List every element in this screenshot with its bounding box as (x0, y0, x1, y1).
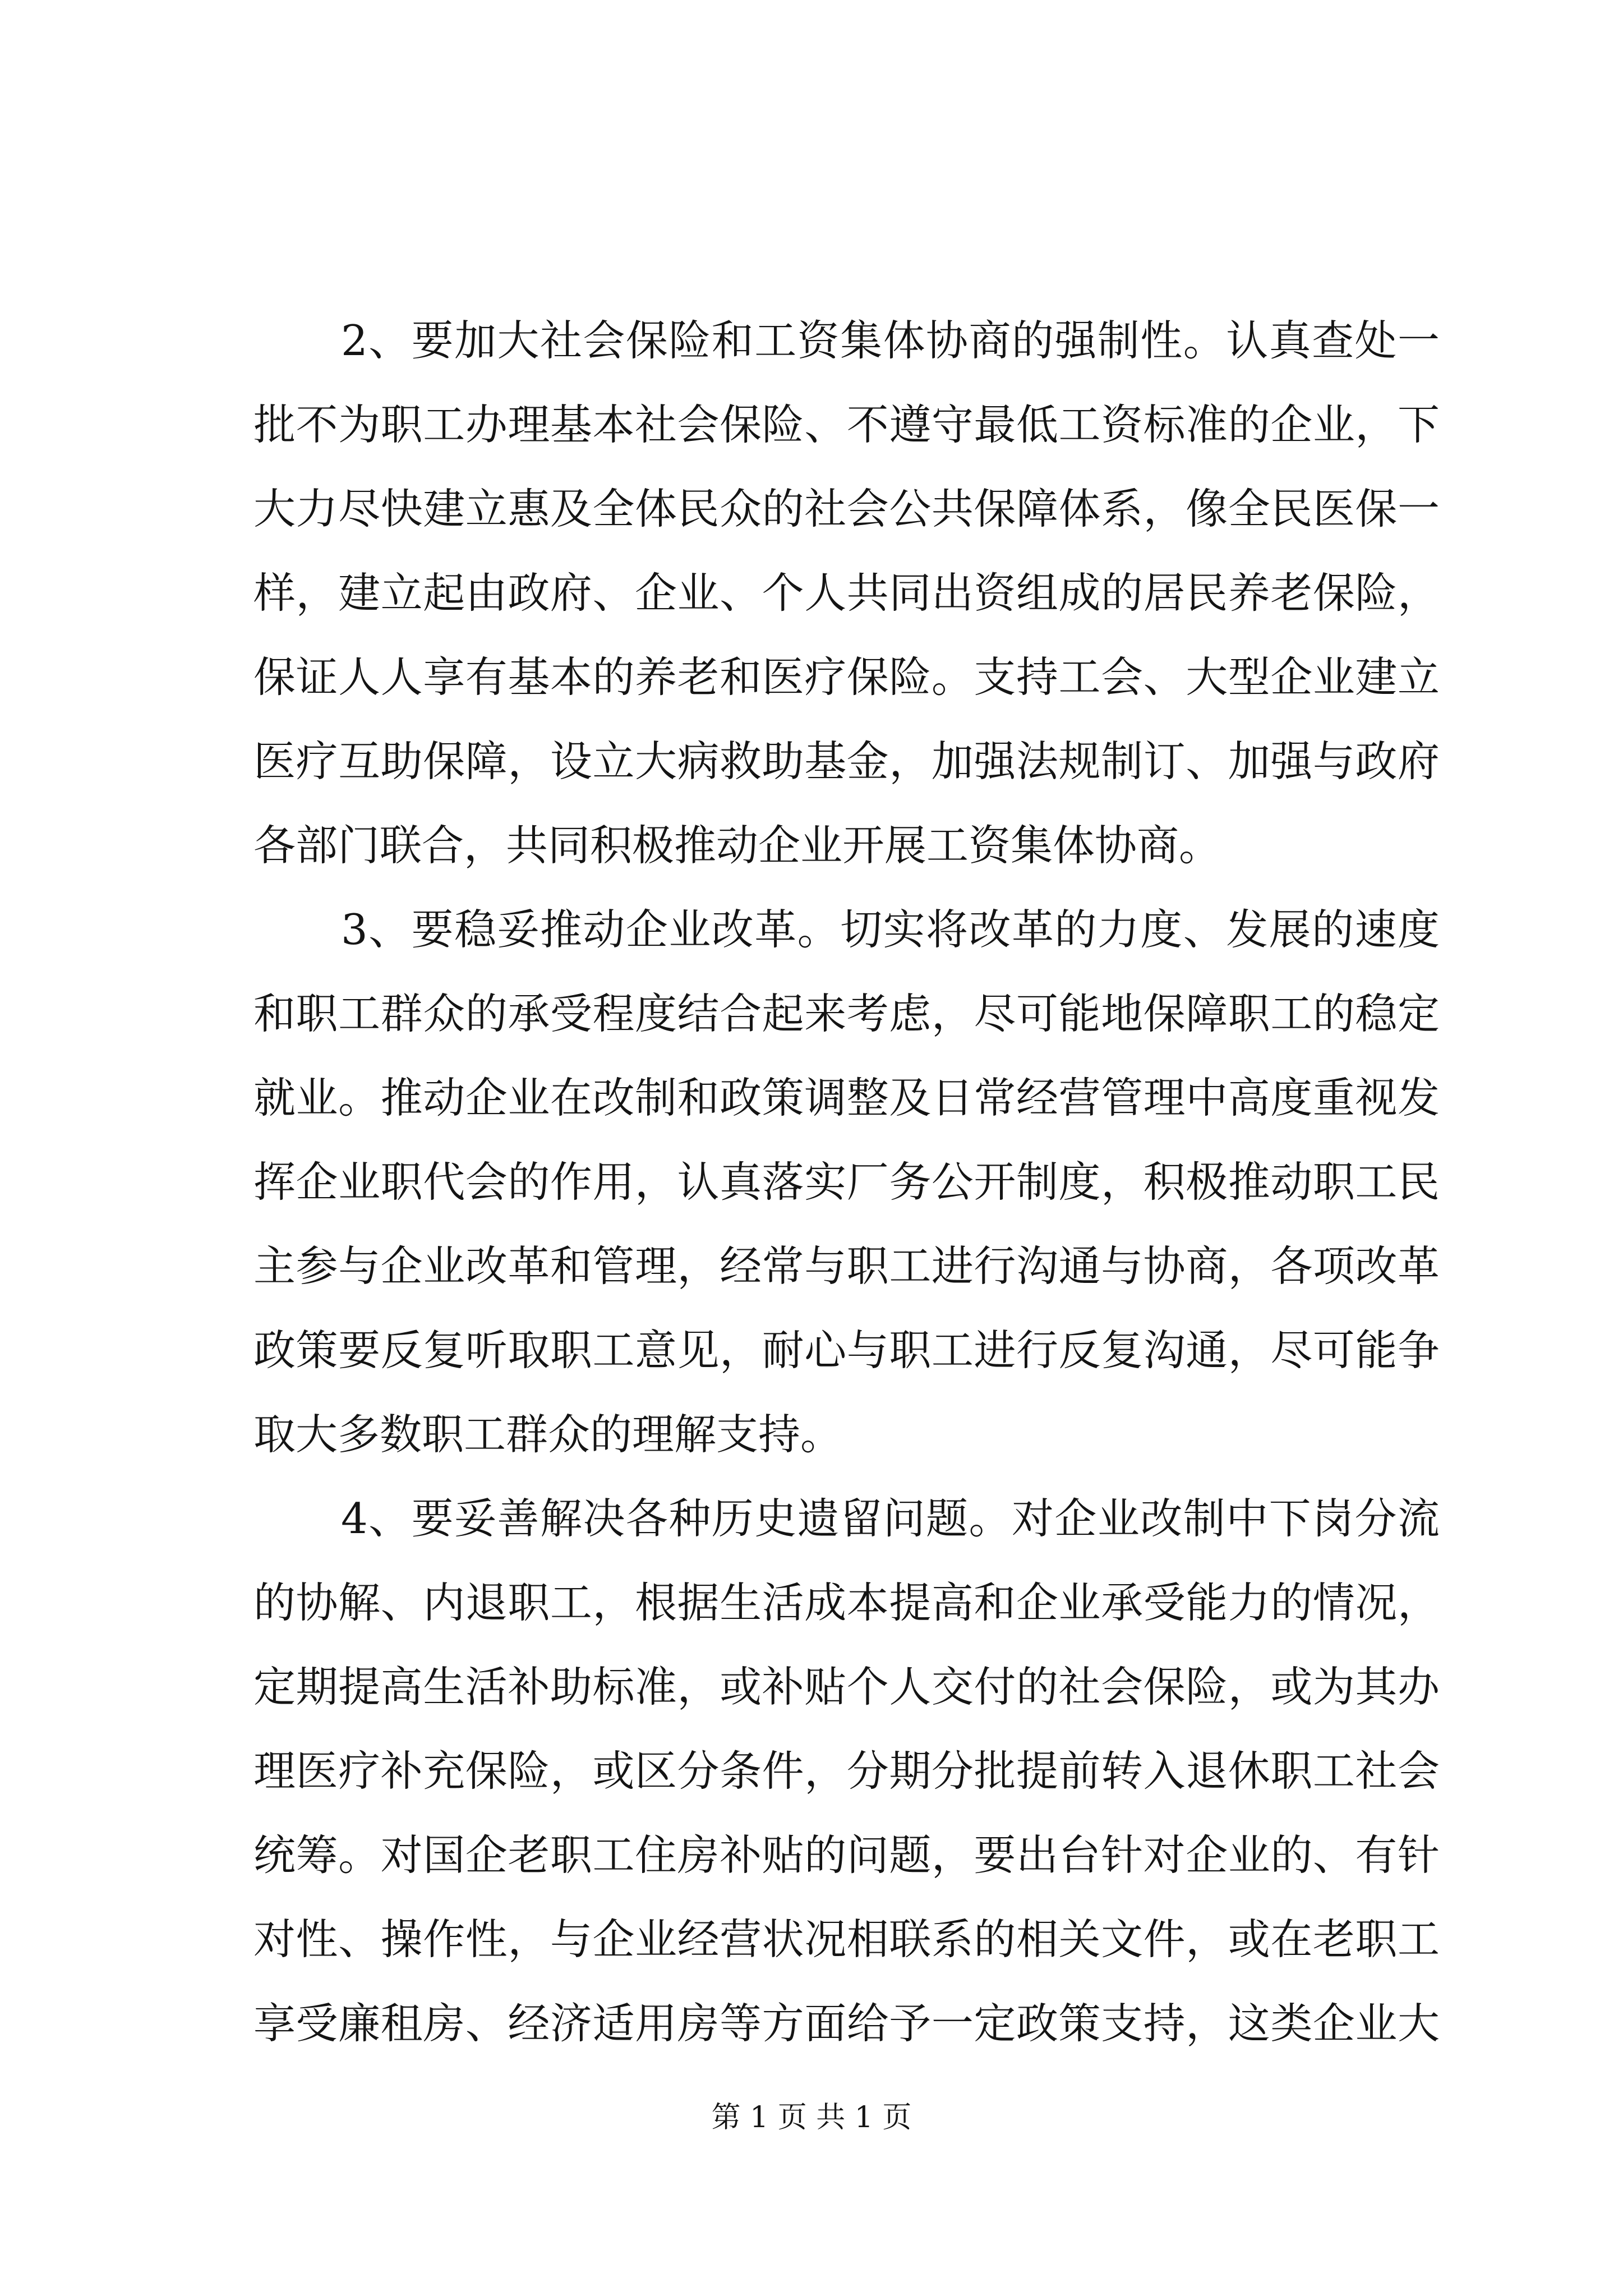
paragraph-4-line-1: 4、要妥善解决各种历史遗留问题。对企业改制中下岗分流 (341, 1494, 1440, 1543)
paragraph-2-line-2: 批不为职工办理基本社会保险、不遵守最低工资标准的企业，下 (253, 400, 1440, 449)
paragraph-2-line-3: 大力尽快建立惠及全体民众的社会公共保障体系，像全民医保一 (253, 484, 1440, 533)
paragraph-4-line-3: 定期提高生活补助标准，或补贴个人交付的社会保险，或为其办 (253, 1662, 1440, 1711)
paragraph-3-line-3: 就业。推动企业在改制和政策调整及日常经营管理中高度重视发 (253, 1073, 1440, 1122)
paragraph-3-line-4: 挥企业职代会的作用，认真落实厂务公开制度，积极推动职工民 (253, 1157, 1440, 1207)
paragraph-3-line-5: 主参与企业改革和管理，经常与职工进行沟通与协商，各项改革 (253, 1241, 1440, 1291)
page-footer: 第 1 页 共 1 页 (711, 2101, 912, 2134)
paragraph-3-line-2: 和职工群众的承受程度结合起来考虑，尽可能地保障职工的稳定 (253, 989, 1440, 1038)
paragraph-3-line-6: 政策要反复听取职工意见，耐心与职工进行反复沟通，尽可能争 (253, 1326, 1440, 1375)
paragraph-4-line-5: 统筹。对国企老职工住房补贴的问题，要出台针对企业的、有针 (253, 1830, 1440, 1880)
paragraph-2-line-5: 保证人人享有基本的养老和医疗保险。支持工会、大型企业建立 (253, 652, 1440, 702)
paragraph-2-line-1: 2、要加大社会保险和工资集体协商的强制性。认真查处一 (341, 316, 1440, 365)
paragraph-4-line-4: 理医疗补充保险，或区分条件，分期分批提前转入退休职工社会 (253, 1746, 1440, 1796)
paragraph-4-line-7: 享受廉租房、经济适用房等方面给予一定政策支持，这类企业大 (253, 1999, 1440, 2048)
paragraph-2-line-6: 医疗互助保障，设立大病救助基金，加强法规制订、加强与政府 (253, 737, 1440, 786)
paragraph-3-line-7: 取大多数职工群众的理解支持。 (253, 1410, 843, 1459)
paragraph-4-line-6: 对性、操作性，与企业经营状况相联系的相关文件，或在老职工 (253, 1915, 1440, 1964)
paragraph-4-line-2: 的协解、内退职工，根据生活成本提高和企业承受能力的情况， (253, 1578, 1440, 1627)
paragraph-3-line-1: 3、要稳妥推动企业改革。切实将改革的力度、发展的速度 (341, 905, 1440, 954)
paragraph-2-line-4: 样，建立起由政府、企业、个人共同出资组成的居民养老保险， (253, 568, 1440, 618)
paragraph-2-line-7: 各部门联合，共同积极推动企业开展工资集体协商。 (253, 821, 1221, 870)
